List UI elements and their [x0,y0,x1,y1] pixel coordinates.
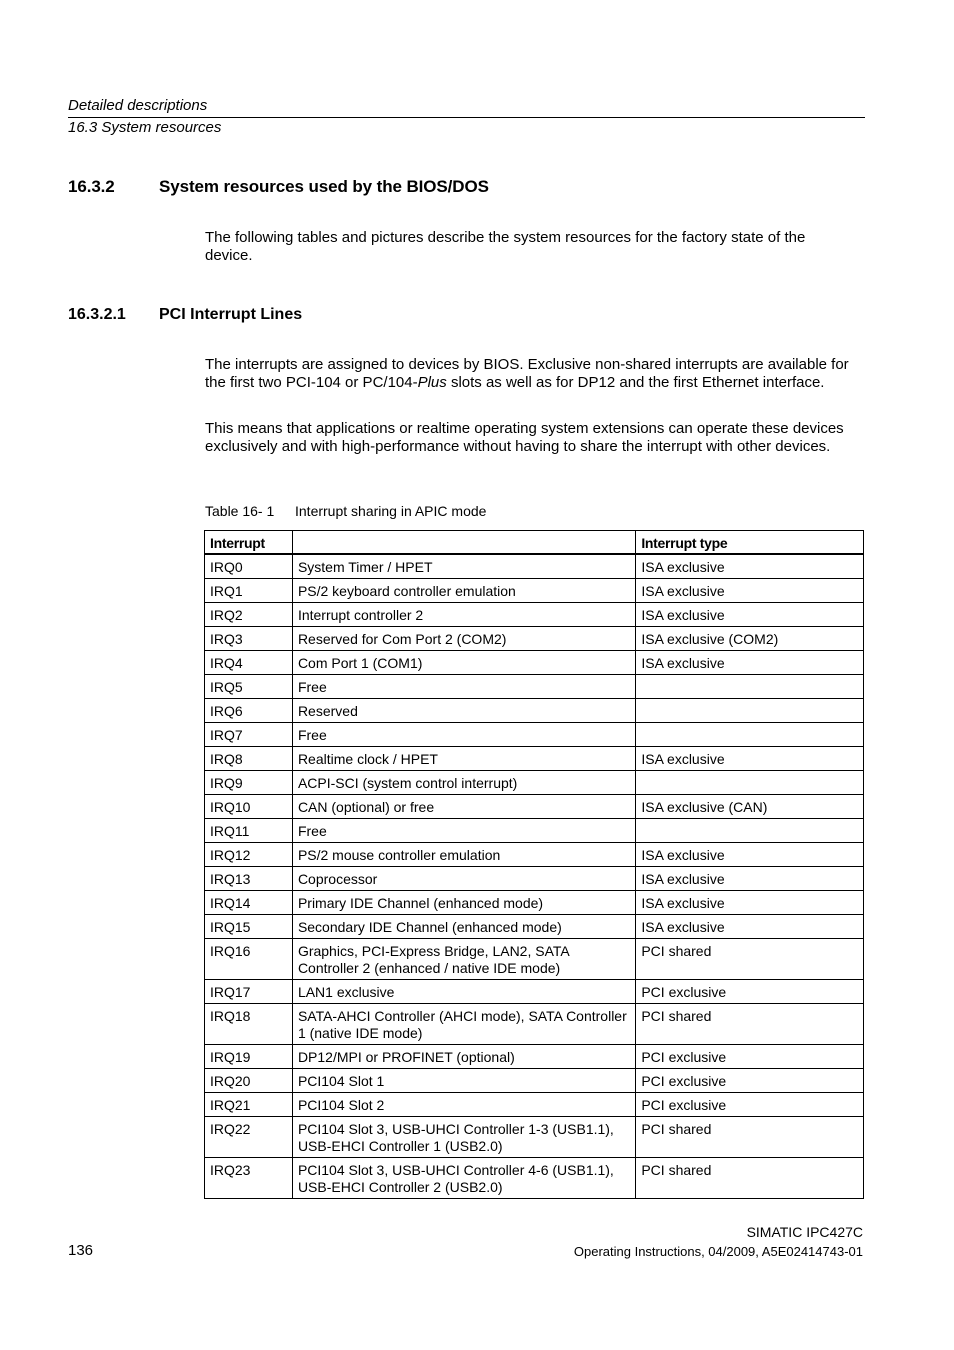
cell-interrupt-type: ISA exclusive (COM2) [636,627,864,651]
cell-description: PS/2 mouse controller emulation [292,843,635,867]
cell-description: PCI104 Slot 3, USB-UHCI Controller 4-6 (USB1.1), USB-EHCI Controller 2 (USB2.0) [292,1158,635,1199]
cell-interrupt-type: PCI shared [636,1117,864,1158]
subsection-paragraph-1 [205,356,855,392]
table-row [205,747,864,771]
section-title: System resources used by the BIOS/DOS [159,177,489,196]
cell-interrupt-type: PCI exclusive [636,1093,864,1117]
subsection-number: 16.3.2.1 [68,306,126,323]
section-heading [68,177,489,197]
para1-italic: Plus [417,374,447,391]
cell-interrupt: IRQ9 [205,771,293,795]
table-row [205,699,864,723]
cell-interrupt-type: ISA exclusive [636,891,864,915]
cell-interrupt: IRQ18 [205,1004,293,1045]
cell-interrupt: IRQ7 [205,723,293,747]
cell-description: ACPI-SCI (system control interrupt) [292,771,635,795]
cell-interrupt: IRQ6 [205,699,293,723]
cell-description: SATA-AHCI Controller (AHCI mode), SATA Controller 1 (native IDE mode) [292,1004,635,1045]
cell-interrupt-type: PCI exclusive [636,1045,864,1069]
cell-interrupt-type: ISA exclusive [636,843,864,867]
cell-interrupt: IRQ22 [205,1117,293,1158]
footer-product: SIMATIC IPC427C [746,1224,863,1240]
cell-interrupt: IRQ5 [205,675,293,699]
cell-interrupt-type: ISA exclusive [636,579,864,603]
cell-interrupt-type [636,723,864,747]
table-row [205,891,864,915]
cell-interrupt-type [636,699,864,723]
cell-interrupt: IRQ23 [205,1158,293,1199]
cell-description: PCI104 Slot 1 [292,1069,635,1093]
table-row [205,843,864,867]
cell-description: Free [292,675,635,699]
cell-interrupt-type: ISA exclusive [636,867,864,891]
page-number: 136 [68,1242,94,1259]
cell-interrupt: IRQ19 [205,1045,293,1069]
cell-interrupt: IRQ16 [205,939,293,980]
cell-interrupt: IRQ10 [205,795,293,819]
cell-interrupt: IRQ13 [205,867,293,891]
cell-interrupt-type: ISA exclusive [636,603,864,627]
cell-interrupt: IRQ4 [205,651,293,675]
cell-interrupt: IRQ17 [205,980,293,1004]
cell-description: Primary IDE Channel (enhanced mode) [292,891,635,915]
header-interrupt: Interrupt [205,531,293,555]
interrupt-table [204,530,864,1199]
cell-interrupt-type: ISA exclusive [636,747,864,771]
cell-interrupt: IRQ20 [205,1069,293,1093]
cell-interrupt-type [636,771,864,795]
header-interrupt-type: Interrupt type [636,531,864,555]
running-head-section: 16.3 System resources [68,119,222,136]
cell-description: Realtime clock / HPET [292,747,635,771]
running-head-chapter: Detailed descriptions [68,97,208,114]
cell-interrupt: IRQ11 [205,819,293,843]
cell-interrupt-type: PCI shared [636,1158,864,1199]
cell-description: Free [292,819,635,843]
table-row [205,1069,864,1093]
table-row [205,771,864,795]
footer-document: Operating Instructions, 04/2009, A5E02414743-01 [573,1244,863,1259]
table-caption [205,503,486,519]
running-head [68,95,865,139]
table-row [205,651,864,675]
cell-interrupt: IRQ1 [205,579,293,603]
cell-description: CAN (optional) or free [292,795,635,819]
cell-description: DP12/MPI or PROFINET (optional) [292,1045,635,1069]
cell-description: Graphics, PCI-Express Bridge, LAN2, SATA Controller 2 (enhanced / native IDE mode) [292,939,635,980]
cell-interrupt-type: ISA exclusive [636,554,864,579]
table-caption-title: Interrupt sharing in APIC mode [295,503,487,519]
table-row [205,939,864,980]
cell-interrupt-type: ISA exclusive (CAN) [636,795,864,819]
cell-description: PS/2 keyboard controller emulation [292,579,635,603]
cell-interrupt-type [636,675,864,699]
cell-interrupt-type [636,819,864,843]
cell-interrupt: IRQ8 [205,747,293,771]
subsection-paragraph-2: This means that applications or realtime operating system extensions can operate these devices exclusively and with high-performance without having to share the interrupt with other devices. [205,420,844,455]
table-row [205,603,864,627]
cell-description: PCI104 Slot 2 [292,1093,635,1117]
cell-description: Com Port 1 (COM1) [292,651,635,675]
cell-interrupt: IRQ15 [205,915,293,939]
cell-description: Secondary IDE Channel (enhanced mode) [292,915,635,939]
cell-interrupt: IRQ21 [205,1093,293,1117]
cell-description: Reserved for Com Port 2 (COM2) [292,627,635,651]
table-header-row [205,531,864,555]
table-row [205,1045,864,1069]
header-description [292,531,635,555]
table-row [205,1158,864,1199]
cell-description: Free [292,723,635,747]
table-row [205,675,864,699]
cell-interrupt-type: PCI shared [636,939,864,980]
para1-text-end: slots as well as for DP12 and the first Ethernet interface. [446,374,825,391]
table-row [205,1093,864,1117]
table-row [205,1117,864,1158]
cell-interrupt-type: PCI exclusive [636,1069,864,1093]
table-row [205,579,864,603]
cell-interrupt: IRQ3 [205,627,293,651]
section-intro: The following tables and pictures describe the system resources for the factory state of the device. [205,229,806,264]
table-caption-number: Table 16- 1 [205,503,275,519]
cell-interrupt: IRQ14 [205,891,293,915]
subsection-heading [68,306,302,324]
para1-text-start: The interrupts are assigned to devices by BIOS. Exclusive non-shared interrupts are available for the first two PCI-104 or PC/104- [205,356,849,391]
section-number: 16.3.2 [68,177,115,196]
cell-description: Interrupt controller 2 [292,603,635,627]
table-row [205,819,864,843]
table-row [205,1004,864,1045]
cell-interrupt: IRQ0 [205,554,293,579]
subsection-title: PCI Interrupt Lines [159,306,303,323]
cell-description: System Timer / HPET [292,554,635,579]
cell-interrupt-type: PCI exclusive [636,980,864,1004]
table-row [205,627,864,651]
cell-interrupt-type: ISA exclusive [636,915,864,939]
cell-interrupt: IRQ12 [205,843,293,867]
table-row [205,915,864,939]
cell-description: PCI104 Slot 3, USB-UHCI Controller 1-3 (USB1.1), USB-EHCI Controller 1 (USB2.0) [292,1117,635,1158]
table-row [205,867,864,891]
cell-interrupt: IRQ2 [205,603,293,627]
cell-description: LAN1 exclusive [292,980,635,1004]
cell-interrupt-type: ISA exclusive [636,651,864,675]
table-row [205,795,864,819]
cell-interrupt-type: PCI shared [636,1004,864,1045]
header-rule [68,117,865,118]
cell-description: Coprocessor [292,867,635,891]
cell-description: Reserved [292,699,635,723]
table-row [205,980,864,1004]
table-row [205,554,864,579]
table-row [205,723,864,747]
